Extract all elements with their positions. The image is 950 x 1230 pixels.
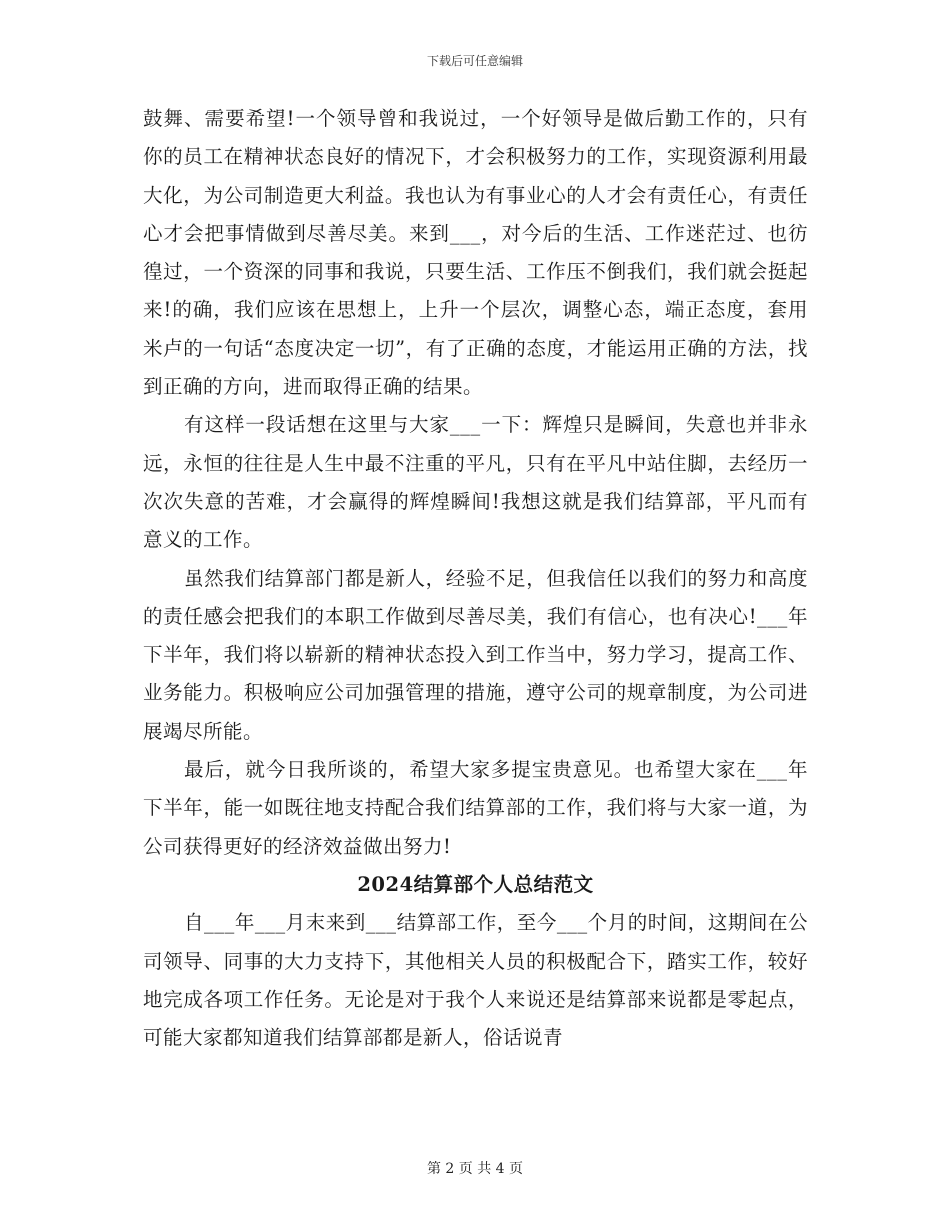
page-number-footer: 第 2 页 共 4 页 (426, 1161, 524, 1177)
document-body (143, 100, 808, 1057)
body-paragraph-4: 最后，就今日我所谈的，希望大家多提宝贵意见。也希望大家在___年下半年，能一如既往地支持配合我们结算部的工作，我们将与大家一道，为公司获得更好的经济效益做出努力! (143, 758, 808, 858)
body-paragraph-3: 虽然我们结算部门都是新人，经验不足，但我信任以我们的努力和高度的责任感会把我们的本职工作做到尽善尽美，我们有信心，也有决心!___年下半年，我们将以崭新的精神状态投入到工作当中，努力学习，提高工作、业务能力。积极响应公司加强管理的措施，遵守公司的规章制度，为公司进展竭尽所能。 (143, 566, 808, 743)
body-paragraph-1: 鼓舞、需要希望!一个领导曾和我说过，一个好领导是做后勤工作的，只有你的员工在精神状态良好的情况下，才会积极努力的工作，实现资源利用最大化，为公司制造更大利益。我也认为有事业心的人才会有责任心，有责任心才会把事情做到尽善尽美。来到___，对今后的生活、工作迷茫过、也彷徨过，一个资深的同事和我说，只要生活、工作压不倒我们，我们就会挺起来!的确，我们应该在思想上，上升一个层次，调整心态，端正态度，套用米卢的一句话“态度决定一切”，有了正确的态度，才能运用正确的方法，找到正确的方向，进而取得正确的结果。 (143, 107, 808, 399)
body-paragraph-2: 有这样一段话想在这里与大家___一下：辉煌只是瞬间，失意也并非永远，永恒的往往是人生中最不注重的平凡，只有在平凡中站住脚，去经历一次次失意的苦难，才会赢得的辉煌瞬间!我想这就是我们结算部，平凡而有意义的工作。 (143, 413, 808, 552)
section-paragraph-1: 自___年___月末来到___结算部工作，至今___个月的时间，这期间在公司领导、同事的大力支持下，其他相关人员的积极配合下，踏实工作，较好地完成各项工作任务。无论是对于我个人来说还是结算部来说都是零起点，可能大家都知道我们结算部都是新人，俗话说青 (143, 911, 808, 1050)
section-title: 2024结算部个人总结范文 (357, 872, 594, 896)
page-header-note: 下载后可任意编辑 (426, 54, 523, 68)
